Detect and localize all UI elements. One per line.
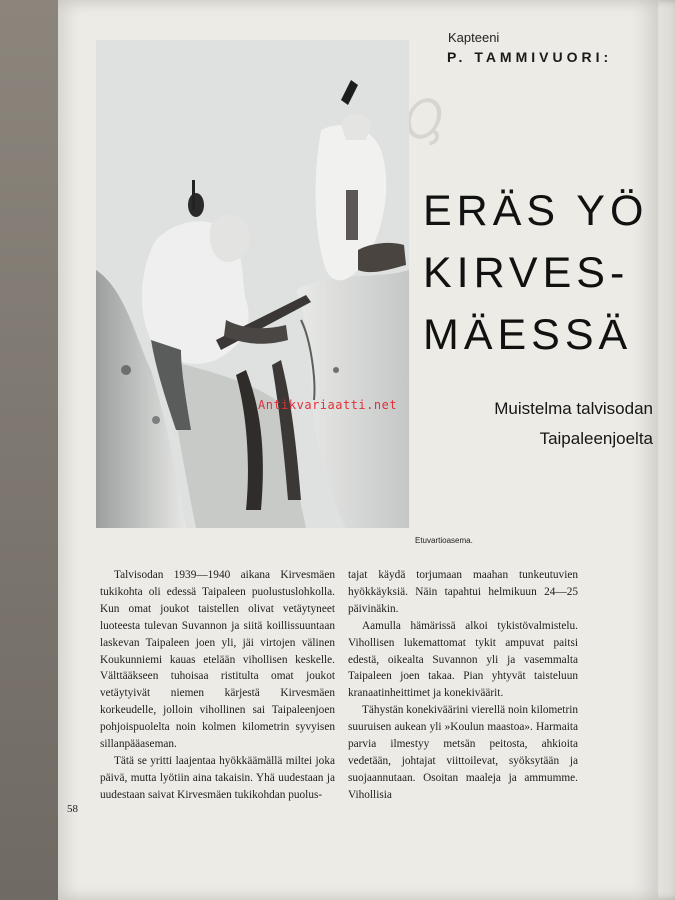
body-paragraph: Tätä se yritti laajentaa hyökkäämällä miltei joka päivä, mutta lyötiin aina takaisin. Yhä uudestaan ja uudestaan saivat Kirvesmäen tukikohdan puolus- [100, 754, 335, 801]
body-paragraph: Aamulla hämärissä alkoi tykistövalmistelu. Vihollisen lukemattomat tykit ampuvat paitsi edestä, oikealta Suvannon yli ja vasemmalta Taipaleen joen takaa. Pian yhtyvät taisteluun kranaatinheittimet ja konekiväärit. [348, 619, 578, 700]
photo-caption: Etuvartioasema. [415, 536, 473, 545]
body-paragraph: Tähystän konekiväärini vierellä noin kilometrin suuruisen aukean yli »Koulun maastoa». Harmaita parvia ilmestyy metsän peitosta, ahkioita vedetään, johtajat viittoilevat, syöksytään ja suojaannutaan. Osoitan maaleja ja ammumme. Vihollisia [348, 704, 578, 801]
article-subtitle [428, 394, 653, 454]
trench-photo-image [96, 40, 409, 528]
article-subtitle-line: Taipaleenjoelta [539, 429, 653, 448]
body-column-left [100, 567, 335, 804]
article-title-line: MÄESSÄ [423, 311, 633, 359]
article-subtitle-line: Muistelma talvisodan [494, 399, 653, 418]
article-title-line: KIRVES- [423, 249, 630, 297]
body-column-right [348, 567, 578, 804]
article-title-line: ERÄS YÖ [423, 187, 649, 235]
author-rank: Kapteeni [448, 30, 500, 45]
article-title [423, 180, 653, 366]
page-number: 58 [67, 803, 78, 815]
body-paragraph: Talvisodan 1939—1940 aikana Kirvesmäen tukikohta oli edessä Taipaleen puolustuslohkolla. Kun omat joukot taistellen olivat vetäytyneet luoteesta tulevan Suvannon ja siitä koillissuuntaan laskevan Taipaleen joen yli, jäi virtojen välinen Koukunniemi kauas etelään vihollisen keskelle. Välttääkseen tuhoisaa ristitulta omat joukot vetäytyivät niemen kärjestä Kirvesmäen korkeudelle, jolloin vihollinen sai Taipaleenjoen pohjoispuolelta noin kolmen kilometrin syvyisen sillanpääaseman. [100, 569, 335, 751]
trench-photo [96, 40, 409, 528]
body-paragraph: tajat käydä torjumaan maahan tunkeutuvien hyökkäyksiä. Näin tapahtui helmikuun 24—25 päivinäkin. [348, 569, 578, 615]
watermark: Antikvariaatti.net [258, 398, 398, 412]
author-name: P. TAMMIVUORI: [447, 49, 613, 65]
